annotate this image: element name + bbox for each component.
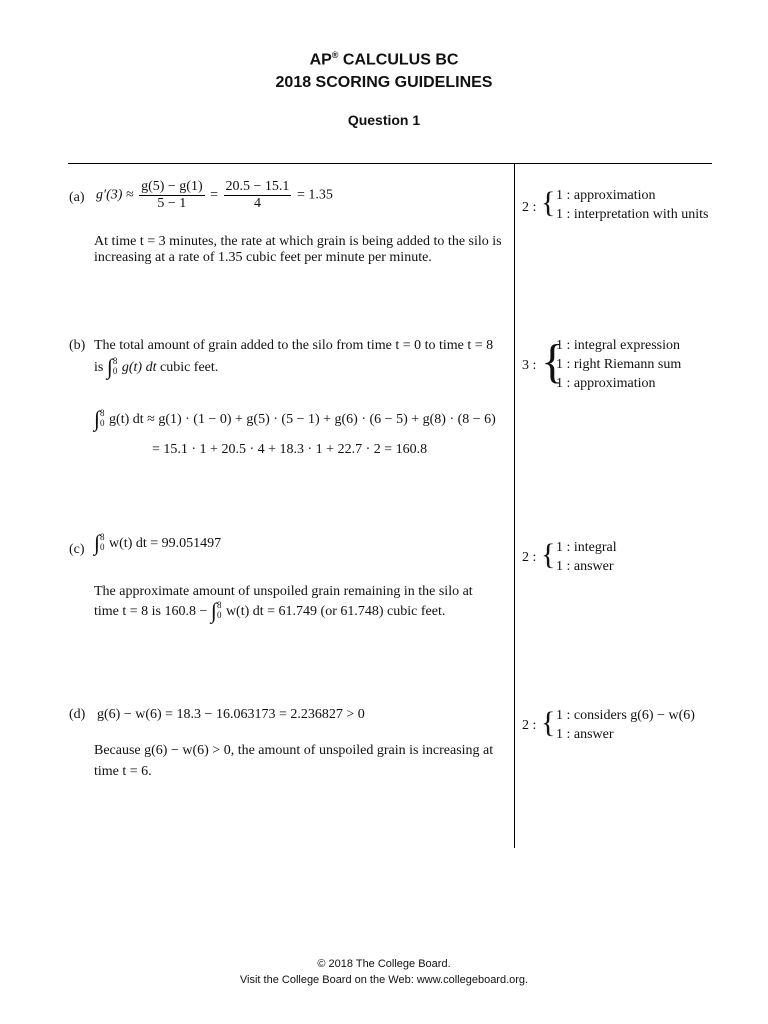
brace-icon: { [541,706,556,739]
part-b-line1: The total amount of grain added to the silo from time t = 0 to time t = 8 [94,338,494,353]
score-c-points: 2 : [522,550,537,565]
part-b-integral-statement: is ∫ 8 0 g(t) dt cubic feet. [94,354,219,379]
part-a-interpretation-line2: increasing at a rate of 1.35 cubic feet per minute per minute. [94,250,432,265]
footer-copyright: © 2018 The College Board. [317,958,451,970]
document-title: AP® CALCULUS BC [309,50,459,69]
part-a-equation: g′(3) ≈ $\frac{g(5) - g(1)}{5 - 1}$ = $\frac{20.5 - 15.1}{4}$ = 1.35 [96,179,333,211]
part-a-label: (a) [69,190,85,205]
brace-icon: { [541,186,556,219]
column-divider [514,163,515,848]
score-d-points: 2 : [522,718,537,733]
score-a-points: 2 : [522,200,537,215]
score-c-item: 1 : answer [556,559,614,574]
part-b-riemann-value: = 15.1 · 1 + 20.5 · 4 + 18.3 · 1 + 22.7 · 2 = 160.8 [152,442,428,457]
part-d-line2: time t = 6. [94,764,152,779]
score-b-item: 1 : approximation [556,376,656,391]
score-d-item: 1 : answer [556,727,614,742]
part-d-line1: Because g(6) − w(6) > 0, the amount of unspoiled grain is increasing at [94,743,494,758]
question-heading: Question 1 [347,112,421,128]
part-c-line1: The approximate amount of unspoiled grain remaining in the silo at [94,584,473,599]
brace-icon: { [541,538,556,571]
score-a-item: 1 : interpretation with units [556,207,709,222]
score-b-item: 1 : right Riemann sum [556,357,682,372]
top-rule [68,163,712,164]
part-c-line2: time t = 8 is 160.8 − ∫ 8 0 w(t) dt = 61.749 (or 61.748) cubic feet. [94,598,446,623]
part-c-label: (c) [69,542,85,557]
part-b-riemann-sum: ∫ 8 0 g(t) dt ≈ g(1) · (1 − 0) + g(5) · (5 − 1) + g(6) · (6 − 5) + g(8) · (8 − 6) [94,406,496,431]
score-b-points: 3 : [522,358,537,373]
footer-website: Visit the College Board on the Web: www.collegeboard.org. [239,974,529,986]
document-subtitle: 2018 SCORING GUIDELINES [275,74,493,91]
score-b-item: 1 : integral expression [556,338,681,353]
brace-icon: { [541,335,565,388]
part-d-label: (d) [69,707,86,722]
part-b-label: (b) [69,338,86,353]
score-c-item: 1 : integral [556,540,617,555]
score-d-item: 1 : considers g(6) − w(6) [556,708,695,723]
part-d-equation: g(6) − w(6) = 18.3 − 16.063173 = 2.236827 > 0 [97,707,365,722]
part-a-interpretation-line1: At time t = 3 minutes, the rate at which grain is being added to the silo is [94,234,502,249]
part-c-integral-value: ∫ 8 0 w(t) dt = 99.051497 [94,530,222,555]
score-a-item: 1 : approximation [556,188,656,203]
